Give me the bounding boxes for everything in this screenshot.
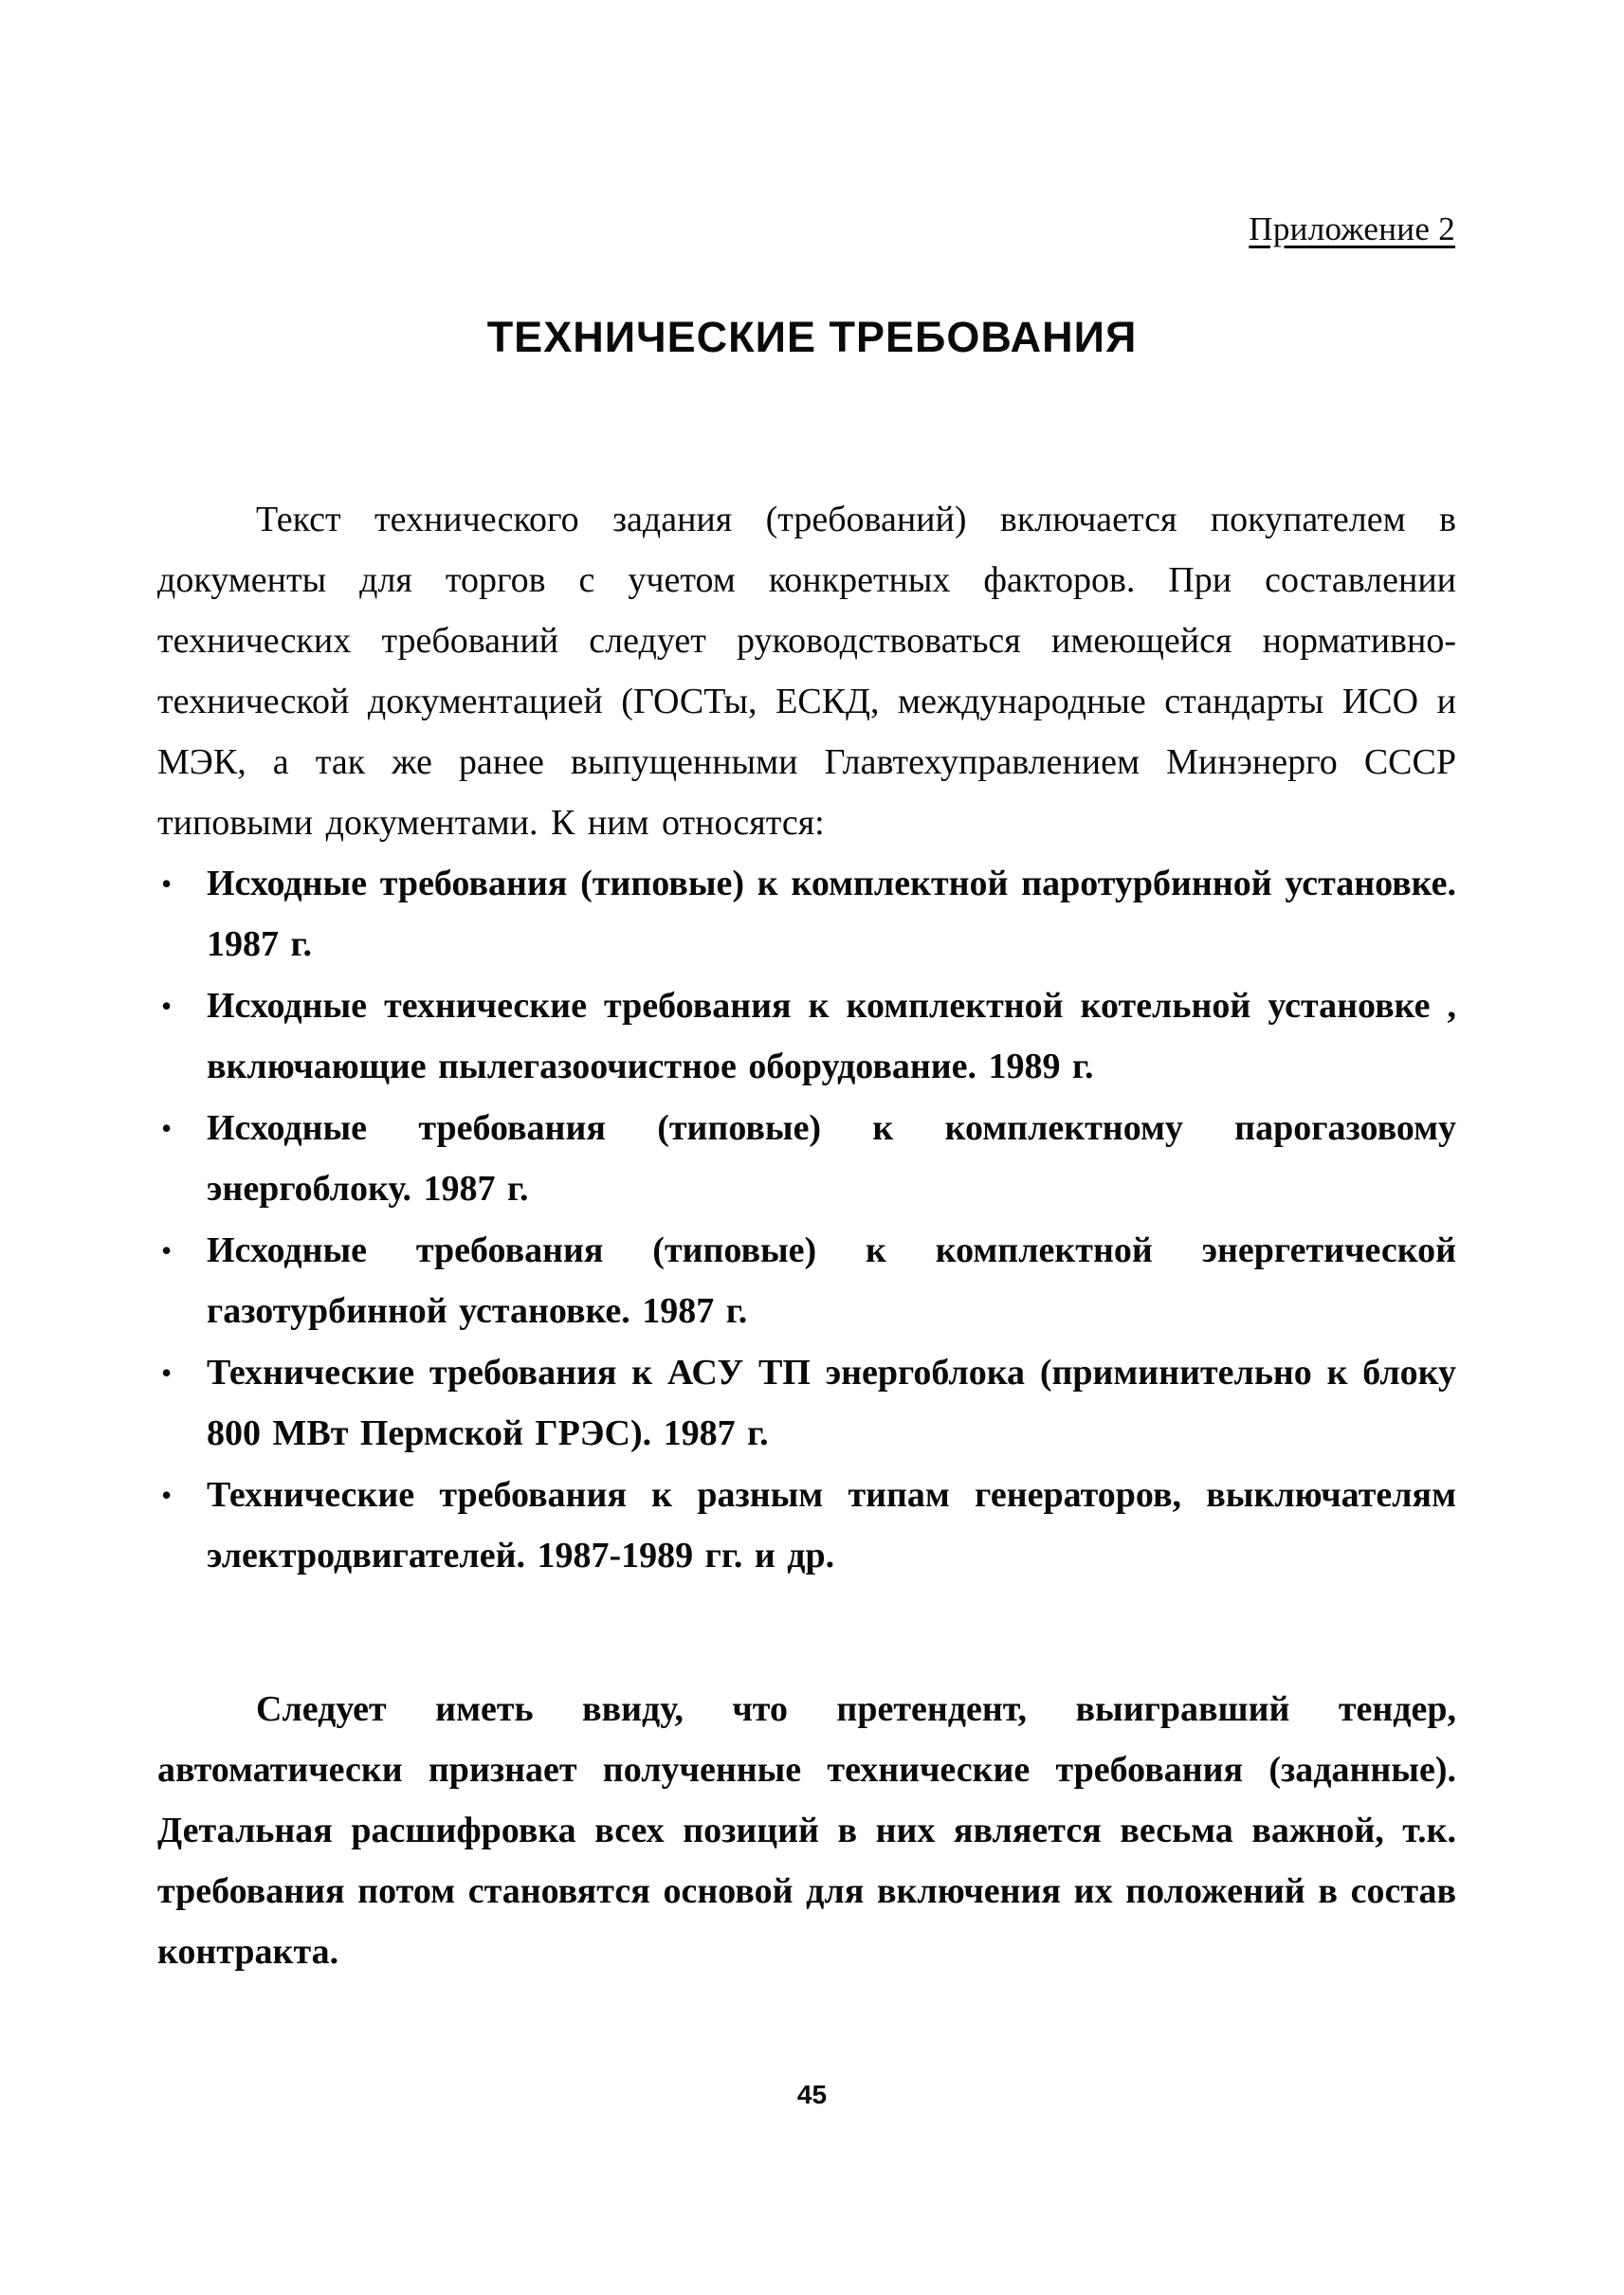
closing-paragraph: Следует иметь ввиду, что претендент, выигравший тендер, автоматически признает полученные технические требования (заданные). Детальная расшифровка всех позиций в них является весьма важной, т.к. требования потом становятся основой для включения их положений в состав контракта. [157,1689,1456,1972]
bullet-icon: • [161,1111,173,1145]
list-item [157,975,1456,1097]
bullet-icon: • [161,1478,173,1512]
list-item-text: Технические требования к разным типам генераторов, выключателям электродвигателей. 1987-1989 гг. и др. [207,1475,1456,1576]
intro-paragraph: Текст технического задания (требований) включается покупателем в документы для торгов с учетом конкретных факторов. При составлении технических требований следует руководствоваться имеющейся нормативно-технической документацией (ГОСТы, ЕСКД, международные стандарты ИСО и МЭК, а так же ранее выпущенными Главтехуправлением Минэнерго СССР типовыми документами. К ним относятся: [157,500,1456,843]
list-item-text: Исходные требования (типовые) к комплектному парогазовому энергоблоку. 1987 г. [207,1108,1456,1209]
bullet-icon: • [161,989,173,1023]
list-item [157,1098,1456,1219]
requirements-list [157,853,1456,1586]
list-item [157,853,1456,974]
appendix-label: Приложение 2 [1249,210,1455,247]
list-item-text: Исходные технические требования к комплектной котельной установке , включающие пылегазоочистное оборудование. 1989 г. [207,986,1456,1086]
list-item-text: Исходные требования (типовые) к комплектной энергетической газотурбинной установке. 1987 г. [207,1230,1456,1331]
list-item-text: Исходные требования (типовые) к комплектной паротурбинной установке. 1987 г. [207,864,1456,964]
list-item [157,1465,1456,1586]
bullet-icon: • [161,1233,173,1267]
list-item [157,1342,1456,1464]
bullet-icon: • [161,1356,173,1390]
document-body [157,489,1456,1982]
page-number: 45 [796,2080,828,2109]
bullet-icon: • [161,866,173,901]
list-item-text: Технические требования к АСУ ТП энергоблока (приминительно к блоку 800 МВт Пермской ГРЭС). 1987 г. [207,1353,1456,1453]
page-title: ТЕХНИЧЕСКИЕ ТРЕБОВАНИЯ [486,313,1138,361]
list-item [157,1220,1456,1341]
